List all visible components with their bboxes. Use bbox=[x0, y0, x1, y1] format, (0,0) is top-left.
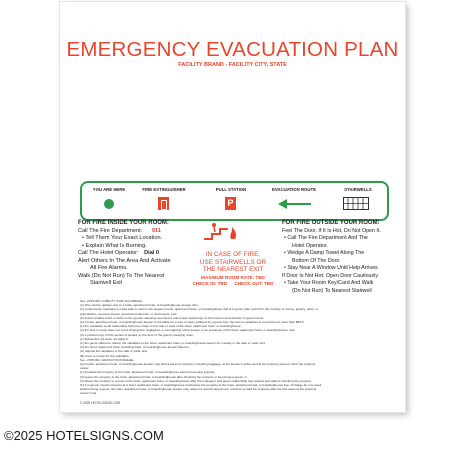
legal-line: (B) issue a receipt for the valuables. bbox=[80, 353, 130, 358]
legend-pull-station-label: PULL STATION bbox=[215, 187, 247, 192]
inside-alarms: All Fire Alarms. bbox=[90, 265, 128, 271]
max-room-rate: MAXIMUM ROOM RATE: TBD bbox=[201, 275, 265, 280]
operator-dial: Dial 0 bbox=[144, 250, 160, 256]
outside-room-instructions: FOR FIRE OUTSIDE YOUR ROOM: Feel The Door. If It Is Hot, Do Not Open It. • Call The Fire Department And The Hotel Operator. • Wedge A Damp Towel Along The Bottom Of The Door. • Stay Near A Window Until Help Arrives If Door Is Not Hot: Open Door Cautiously • Take Your Room Key/Card And Walk (Do Not Run) To Nearest Stairwell bbox=[282, 220, 402, 295]
legend-you-are-here-label: YOU ARE HERE bbox=[92, 187, 126, 192]
legal-line: (3) a printed copy of this section is posted on the door of the guest's sleeping room. bbox=[80, 332, 194, 337]
copyright-watermark: ©2025 HOTELSIGNS.COM bbox=[4, 428, 164, 443]
legal-line: (A) deposit the valuables in the safe or vault; and bbox=[80, 349, 148, 354]
inside-heading: FOR FIRE INSIDE YOUR ROOM: bbox=[78, 220, 169, 226]
fire-number: 911 bbox=[151, 227, 161, 234]
page-subtitle: FACILITY BRAND - FACILITY CITY, STATE bbox=[178, 62, 287, 68]
evacuation-route-arrow-icon bbox=[278, 199, 312, 209]
legal-line: (3) allows the property to remain in the hotel, apartment hotel, or boardinghouse after the innkeeper and guest relationship has ceased and without checking the property. bbox=[80, 378, 312, 383]
outside-heading: FOR FIRE OUTSIDE YOUR ROOM: bbox=[282, 220, 380, 226]
sign-footer: © 2025 HOTELSIGNS.COM bbox=[80, 401, 121, 405]
check-in: CHECK IN: TBD bbox=[192, 281, 228, 286]
legend-evacuation-route-label: EVACUATION ROUTE bbox=[271, 187, 316, 192]
legal-line: (2) the hotel, apartment hotel, boarding hotel, or boardinghouse keeper failed to: bbox=[80, 345, 190, 350]
legal-line: (1) continuously maintains a metal safe or vault in the keeper's hotel, apartment hotel, or boardinghouse that is in good order and fit for the custody of money, jewelry, silver or bbox=[80, 307, 318, 312]
inside-line-call-fd: Call The Fire Department: 911 bbox=[78, 227, 161, 234]
legal-line: Sec. 2155.062. GRATUITOUS BAILEE. bbox=[80, 357, 135, 362]
legal-line: owner's risk. bbox=[80, 391, 98, 396]
legal-line: (b) A hotel, apartment hotel, or boardinghouse keeper is not liable for a loss or injury suffered by a guest from the loss of valuables in an amount of more than $50 if: bbox=[80, 320, 305, 325]
room-rates bbox=[178, 275, 288, 287]
legal-line: Sec. 2155.063. LIABILITY FOR VALUABLES. bbox=[80, 299, 143, 303]
legal-line: (a) A hotel, apartment hotel, or boardinghouse keeper may hold a person's property, including baggage, at the keeper's option and at the property owner's risk if the property bbox=[80, 362, 316, 367]
fire-warning: IN CASE OF FIRE, USE STAIRWELLS OR THE NEAREST EXIT bbox=[199, 251, 267, 274]
legal-line: without being a guest, the hotel, apartment hotel, or boardinghouse keeper may, absent a special agreement, continue to hold the property after the first week at the property bbox=[80, 387, 317, 392]
inside-line-operator: Call The Hotel Operator: Dial 0 bbox=[78, 250, 160, 256]
symbol-legend bbox=[80, 181, 389, 221]
legal-line: (c) Subsection (b) does not apply if: bbox=[80, 336, 129, 341]
legal-line: (1) the guest offered to deliver the valuables to the hotel, apartment hotel, or boardinghouse keeper for custody in the safe or vault; and bbox=[80, 341, 265, 346]
legal-text bbox=[80, 299, 385, 396]
legal-line: (2) leaves the property in the hotel, apartment hotel, or boardinghouse after checking the property or becoming a guest; or bbox=[80, 374, 247, 379]
inside-explain: • Explain What Is Burning. bbox=[82, 242, 147, 249]
fire-exit-stair-icon bbox=[202, 221, 238, 241]
inside-walk: Walk (Do Not Run) To The Nearest bbox=[78, 272, 165, 279]
legal-line: gold articles, precious stones, personal ornaments, or documents; and bbox=[80, 311, 177, 316]
check-out: CHECK OUT: TBD bbox=[234, 281, 274, 286]
legal-line: owner: bbox=[80, 366, 90, 371]
stairwells-icon bbox=[343, 197, 369, 210]
fire-extinguisher-icon bbox=[158, 197, 169, 210]
legal-line: (1) forwards the property to the hotel, apartment hotel, or boardinghouse before becoming a guest; bbox=[80, 370, 215, 375]
legend-fire-extinguisher-label: FIRE EXTINGUISHER bbox=[142, 187, 186, 192]
legal-line: (1) the valuables could reasonably have been kept in the safe or vault of the hotel, apartment hotel, or boardinghouse; bbox=[80, 324, 242, 329]
legal-line: (a) This section applies only to a hotel, apartment hotel, or boardinghouse keeper who: bbox=[80, 303, 199, 308]
inside-stairwell-exit: Stairwell Exit bbox=[90, 280, 123, 286]
inside-alert-others: Alert Others In The Area And Activate bbox=[78, 257, 171, 264]
legend-stairwells-label: STAIRWELLS bbox=[344, 187, 372, 192]
you-are-here-icon bbox=[104, 199, 114, 209]
legal-line: (2) keeps suitable locks or bolts on the guests' sleeping room doors and proper fastenings on the transom and window of guest rooms. bbox=[80, 315, 264, 320]
legal-line: (2) the loss or injury does not occur through the negligence or wrongdoing of the keeper or an employee of the hotel, apartment hotel, or boardinghouse; and bbox=[80, 328, 295, 333]
inside-tell-location: • Tell Them Your Exact Location. bbox=[82, 235, 163, 241]
inside-room-instructions bbox=[78, 220, 188, 288]
legal-line: (b) If a person checks property at a hotel, apartment hotel, or boardinghouse and leaves the property at the hotel, apartment hotel, or boardinghouse free of charge for one week bbox=[80, 383, 322, 388]
pull-station-icon: P bbox=[225, 197, 236, 210]
evacuation-sign bbox=[60, 2, 405, 412]
page-title: EMERGENCY EVACUATION PLAN bbox=[66, 38, 399, 61]
